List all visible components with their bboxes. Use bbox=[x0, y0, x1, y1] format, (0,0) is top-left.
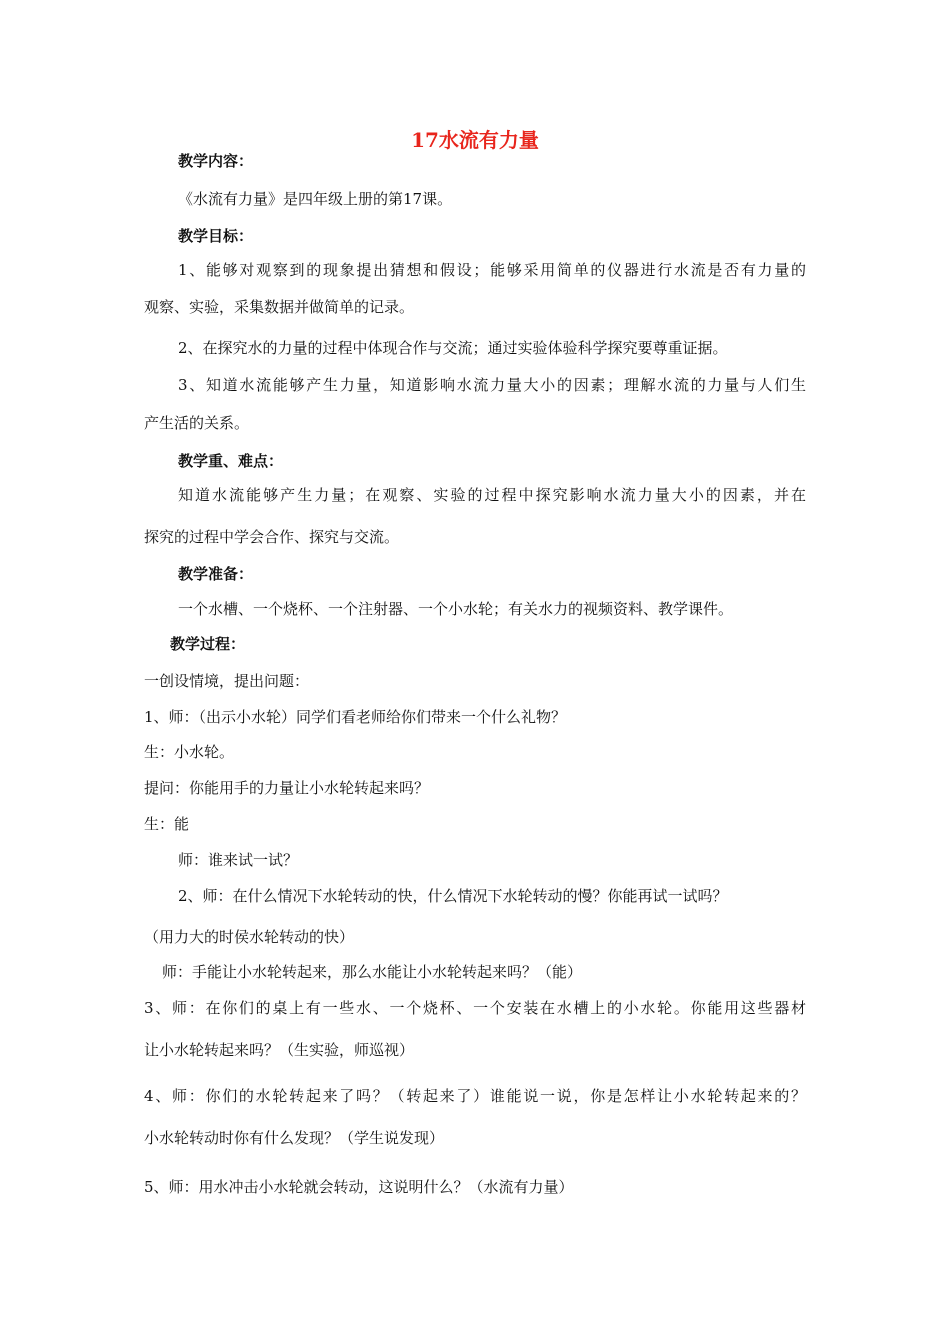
process-line-13: 小水轮转动时你有什么发现？（学生说发现） bbox=[144, 1129, 445, 1147]
process-line-5: 生：能 bbox=[144, 815, 190, 833]
process-line-12: 4、师：你们的水轮转起来了吗？（转起来了）谁能说一说，你是怎样让小水轮转起来的？ bbox=[144, 1087, 806, 1105]
content-heading: 教学内容： bbox=[178, 152, 254, 170]
preparation-text: 一个水槽、一个烧杯、一个注射器、一个小水轮；有关水力的视频资料、教学课件。 bbox=[178, 600, 734, 618]
preparation-heading: 教学准备： bbox=[178, 565, 254, 583]
goal-item-1-line-2: 观察、实验，采集数据并做简单的记录。 bbox=[144, 298, 415, 316]
goal-item-3-line-2: 产生活的关系。 bbox=[144, 414, 250, 432]
content-text: 《水流有力量》是四年级上册的第17课。 bbox=[178, 190, 453, 208]
process-line-4: 提问：你能用手的力量让小水轮转起来吗？ bbox=[144, 779, 430, 797]
goals-heading: 教学目标： bbox=[178, 227, 254, 245]
process-line-9: 师：手能让小水轮转起来，那么水能让小水轮转起来吗？（能） bbox=[162, 963, 583, 981]
keypoints-line-1: 知道水流能够产生力量；在观察、实验的过程中探究影响水流力量大小的因素，并在 bbox=[178, 486, 806, 504]
process-line-8: （用力大的时侯水轮转动的快） bbox=[144, 928, 355, 946]
process-line-10: 3、师：在你们的桌上有一些水、一个烧杯、一个安装在水槽上的小水轮。你能用这些器材 bbox=[144, 999, 806, 1017]
process-line-14: 5、师：用水冲击小水轮就会转动，这说明什么？（水流有力量） bbox=[144, 1178, 574, 1196]
goal-item-1-line-1: 1、能够对观察到的现象提出猜想和假设；能够采用简单的仪器进行水流是否有力量的 bbox=[178, 261, 806, 279]
process-heading: 教学过程： bbox=[170, 635, 246, 653]
process-line-2: 1、师：（出示小水轮）同学们看老师给你们带来一个什么礼物？ bbox=[144, 708, 567, 726]
process-line-1: 一创设情境，提出问题： bbox=[144, 672, 310, 690]
goal-item-2: 2、在探究水的力量的过程中体现合作与交流；通过实验体验科学探究要尊重证据。 bbox=[178, 339, 728, 357]
process-line-3: 生：小水轮。 bbox=[144, 743, 235, 761]
process-line-6: 师：谁来试一试？ bbox=[178, 851, 299, 869]
document-title: 17水流有力量 bbox=[411, 128, 539, 152]
keypoints-heading: 教学重、难点： bbox=[178, 452, 284, 470]
goal-item-3-line-1: 3、知道水流能够产生力量，知道影响水流力量大小的因素；理解水流的力量与人们生 bbox=[178, 376, 806, 394]
process-line-7: 2、师：在什么情况下水轮转动的快，什么情况下水轮转动的慢？你能再试一试吗？ bbox=[178, 887, 728, 905]
keypoints-line-2: 探究的过程中学会合作、探究与交流。 bbox=[144, 528, 400, 546]
process-line-11: 让小水轮转起来吗？（生实验，师巡视） bbox=[144, 1041, 415, 1059]
